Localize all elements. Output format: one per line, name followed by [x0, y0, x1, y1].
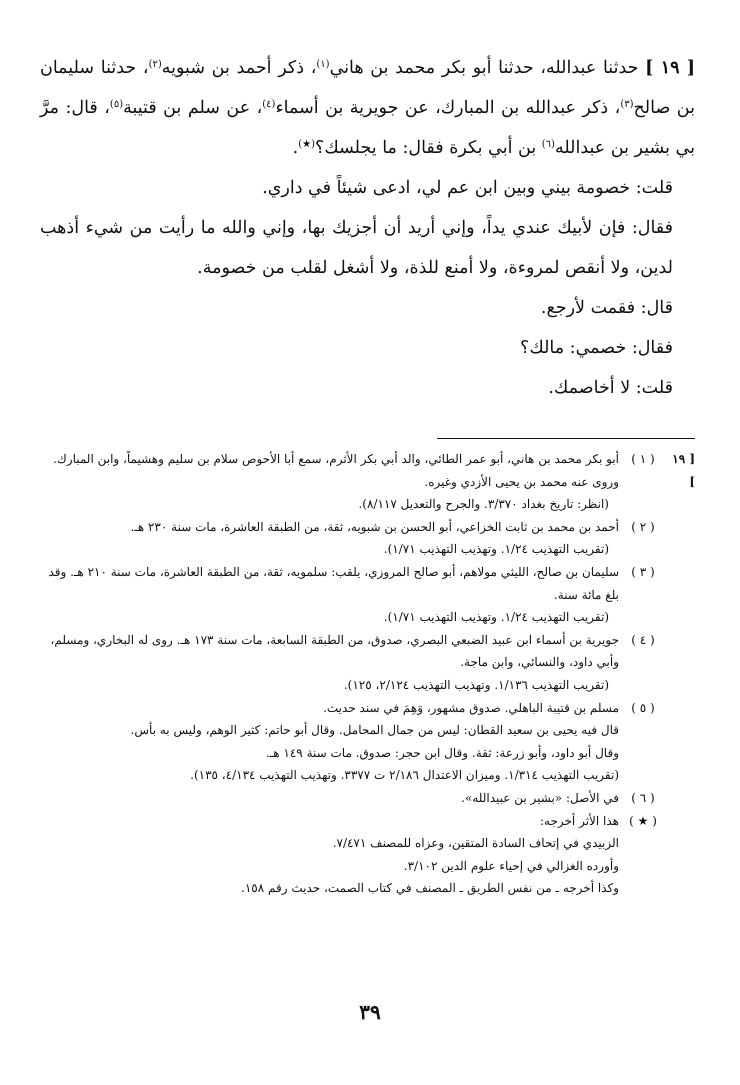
footnote	[40, 810, 695, 900]
footnote-marker[interactable]: (٤)	[262, 99, 276, 110]
footnote-number: ( ١ )	[631, 452, 655, 466]
footnote-number: ( ٤ )	[631, 632, 655, 647]
footnote	[40, 448, 695, 516]
footnote-marker[interactable]: (٢)	[148, 59, 162, 70]
footnote-line: وكذا أخرجه ـ من نفس الطريق ـ المصنف في كتاب الصمت، حديث رقم ١٥٨.	[241, 881, 619, 896]
footnote	[40, 787, 695, 810]
footnote-number: ( ٢ )	[631, 519, 655, 534]
footnote	[40, 561, 695, 629]
text-run: ، ذكر أحمد بن شبويه	[161, 58, 317, 78]
footnote-line: جويرية بن أسماء ابن عبيد الضبعي البصري، صدوق، من الطبقة السابعة، مات سنة ١٧٣ هـ. روى له البخاري، ومسلم، وأبي داود، والنسائي، وابن ماجة.	[50, 632, 619, 670]
footnote-hadith-tag: [ ١٩ ]	[672, 452, 695, 489]
footnote-number: ( ٦ )	[631, 790, 655, 805]
footnote-marker[interactable]: (٦)	[541, 139, 555, 150]
footnote-body	[40, 629, 619, 697]
text-run: بن أبي بكرة فقال: ما يجلسك؟	[315, 138, 542, 158]
footnote-line: وقال أبو داود، وأبو زرعة: ثقة. وقال ابن حجر: صدوق. مات سنة ١٤٩ هـ.	[265, 745, 619, 760]
text-run: حدثنا عبدالله، حدثنا أبو بكر محمد بن هاني	[329, 58, 639, 78]
footnote-line: مسلم بن قتيبة الباهلي. صدوق مشهور، وَهِمَ في سند حديث.	[323, 700, 619, 715]
dialogue-line: فقال: فإن لأبيك عندي يداً، وإني أريد أن أجزيك بها، وإني والله ما رأيت من شيء أذهب لدين، ولا أنقص لمروءة، ولا أمنع للذة، ولا أشغل لقلب من خصومة.	[40, 218, 673, 278]
footnote-line: (تقريب التهذيب ١/٢٤. وتهذيب التهذيب ١/٧١).	[383, 610, 609, 625]
page-number: ٣٩	[359, 1000, 381, 1024]
footnote-line: وأورده الغزالي في إحياء علوم الدين ٣/١٠٢.	[403, 858, 619, 873]
footnotes	[40, 448, 695, 900]
footnote-body	[40, 516, 619, 561]
footnote	[40, 697, 695, 787]
footnote-line: (تقريب التهذيب ١/١٣٦. وتهذيب التهذيب ٢/١٢٤، ١٢٥).	[343, 677, 609, 692]
footnote-line: (انظر: تاريخ بغداد ٣/٣٧٠. والجرح والتعديل ٨/١١٧).	[358, 497, 609, 512]
footnote-line: في الأصل: «بشير بن عبيدالله».	[461, 790, 619, 805]
footnote-body	[40, 448, 619, 516]
footnote-line: هذا الأثر أخرجه:	[540, 813, 619, 828]
footnote-number: ( ★ )	[629, 813, 657, 828]
footnote-marker[interactable]: (★)	[298, 139, 316, 150]
footnote-marker[interactable]: (٣)	[620, 99, 634, 110]
footnote-divider	[437, 438, 695, 439]
footnote-line: الزبيدي في إتحاف السادة المتقين، وعزاه للمصنف ٧/٤٧١.	[332, 836, 619, 851]
footnote-line: أحمد بن محمد بن ثابت الخزاعي، أبو الحسن بن شبويه، ثقة، من الطبقة العاشرة، مات سنة ٢٣٠ هـ.	[130, 519, 619, 534]
footnote-line: (تقريب التهذيب ١/٢٤. وتهذيب التهذيب ١/٧١).	[383, 542, 609, 557]
text-run: ، قال: مرَّ بي بشير بن عبدالله	[40, 98, 695, 158]
text-run: ، حدثنا سليمان بن صالح	[40, 58, 695, 118]
text-run: ، عن سلم بن قتيبة	[123, 98, 263, 118]
page	[40, 48, 696, 896]
footnote-body	[40, 561, 619, 629]
dialogue-line: فقال: خصمي: مالك؟	[520, 338, 673, 358]
footnote-line: (تقريب التهذيب ١/٣١٤. وميزان الاعتدال ٢/١٨٦ ت ٣٣٧٧. وتهذيب التهذيب ٤/١٣٤، ١٣٥).	[190, 768, 619, 783]
footnote-marker[interactable]: (٥)	[109, 99, 124, 110]
footnote-line: سليمان بن صالح، الليثي مولاهم، أبو صالح المروزي، يلقب: سلمويه، ثقة، من الطبقة العاشرة، مات سنة ٢١٠ هـ. وقد بلغ مائة سنة.	[48, 564, 619, 602]
text-run: ، ذكر عبدالله بن المبارك، عن جويرية بن أسماء	[275, 98, 621, 118]
dialogue-line: قلت: خصومة بيني وبين ابن عم لي، ادعى شيئاً في داري.	[262, 178, 673, 198]
footnote-line: قال فيه يحيى بن سعيد القطان: ليس من جمال المحامل. وقال أبو حاتم: كثير الوهم، وليس به بأس.	[130, 723, 619, 738]
footnote	[40, 516, 695, 561]
footnote	[40, 629, 695, 697]
footnote-marker[interactable]: (١)	[316, 59, 330, 70]
footnote-body	[40, 810, 619, 900]
footnote-number: ( ٣ )	[631, 564, 655, 579]
footnote-line: أبو بكر محمد بن هاني، أبو عمر الطائي، والد أبي بكر الأثرم، سمع أبا الأحوص سلام بن سليم وهشيماً، وابن المبارك. وروى عنه محمد بن يحيى الأزدي وغيره.	[53, 452, 619, 489]
dialogue-line: قال: فقمت لأرجع.	[540, 298, 673, 318]
footnote-body	[40, 787, 619, 810]
main-text	[40, 48, 695, 408]
footnote-body	[40, 697, 619, 787]
hadith-paragraph	[40, 48, 695, 168]
dialogue-line: قلت: لا أخاصمك.	[548, 378, 673, 398]
hadith-number: [ ١٩ ]	[645, 58, 696, 78]
text-run: .	[292, 138, 299, 158]
footnote-number: ( ٥ )	[631, 700, 655, 715]
